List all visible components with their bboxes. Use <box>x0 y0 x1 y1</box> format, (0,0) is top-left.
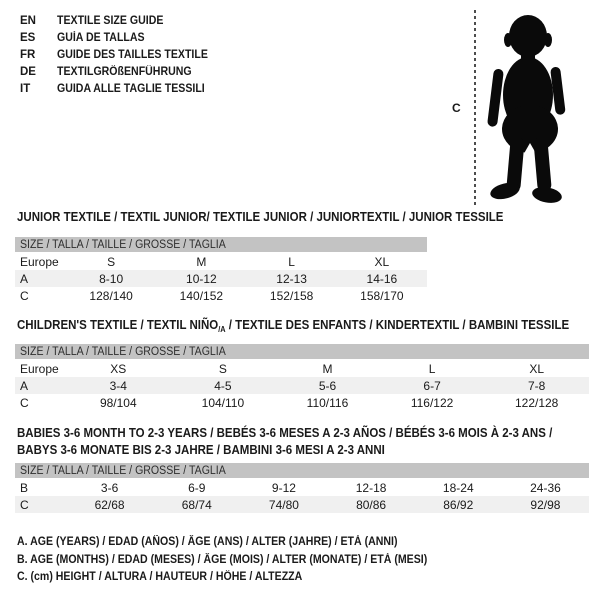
table-cell: 12-18 <box>355 480 387 495</box>
table-cell: 10-12 <box>186 271 217 286</box>
table-cell: 18-24 <box>442 480 474 495</box>
footnote-line: C. (cm) HEIGHT / ALTURA / HAUTEUR / HÖHE / ALTEZZA <box>17 571 303 583</box>
language-code: FR <box>20 48 36 61</box>
language-row <box>20 80 221 97</box>
junior-size-table <box>15 237 427 304</box>
children-heading-part: CHILDREN'S TEXTILE / TEXTIL NIÑO <box>17 318 219 332</box>
table-cell: 8-10 <box>99 271 124 286</box>
table-cell: 80/86 <box>356 497 387 512</box>
size-header-label: SIZE / TALLA / TAILLE / GRÖSSE / TAGLIA <box>20 345 226 358</box>
language-title: GUÍA DE TALLAS <box>57 31 145 44</box>
row-label: C <box>20 497 29 512</box>
babies-heading-line2: BABYS 3-6 MONATE BIS 2-3 JAHRE / BAMBINI 3-6 MESI A 2-3 ANNI <box>17 442 385 457</box>
table-cell: 4-5 <box>214 378 232 393</box>
table-cell: 12-13 <box>276 271 307 286</box>
table-cell: 98/104 <box>99 395 137 410</box>
table-cell: 104/110 <box>201 395 245 410</box>
size-header-label: SIZE / TALLA / TAILLE / GRÖSSE / TAGLIA <box>20 464 226 477</box>
row-label: Europe <box>20 361 59 376</box>
table-row <box>15 270 427 287</box>
table-row <box>15 253 427 270</box>
language-code: ES <box>20 31 36 44</box>
table-row <box>15 496 589 513</box>
table-cell: 62/68 <box>94 497 125 512</box>
table-cell: 9-12 <box>271 480 296 495</box>
table-cell: 92/98 <box>530 497 561 512</box>
language-code: IT <box>20 82 31 95</box>
table-cell: S <box>107 254 116 269</box>
language-row <box>20 63 221 80</box>
language-title: TEXTILGRÖßENFÜHRUNG <box>57 65 192 78</box>
table-cell: 6-7 <box>423 378 441 393</box>
table-cell: 6-9 <box>188 480 206 495</box>
children-section-heading <box>17 317 600 339</box>
table-cell: L <box>288 254 295 269</box>
babies-section-heading <box>17 425 599 458</box>
footnotes <box>17 534 463 587</box>
junior-section-heading: JUNIOR TEXTILE / TEXTIL JUNIOR/ TEXTILE JUNIOR / JUNIORTEXTIL / JUNIOR TESSILE <box>17 210 504 224</box>
table-cell: 3-4 <box>109 378 127 393</box>
language-code: EN <box>20 14 36 27</box>
table-cell: 74/80 <box>268 497 299 512</box>
language-title: TEXTILE SIZE GUIDE <box>57 14 164 27</box>
language-row <box>20 46 221 63</box>
table-cell: 140/152 <box>179 288 224 303</box>
table-cell: XL <box>529 361 545 376</box>
language-code: DE <box>20 65 36 78</box>
row-label: A <box>20 271 29 286</box>
size-header-bar <box>15 463 589 478</box>
toddler-silhouette-icon <box>481 7 573 207</box>
language-row <box>20 12 221 29</box>
table-cell: 86/92 <box>443 497 474 512</box>
language-title: GUIDA ALLE TAGLIE TESSILI <box>57 82 205 95</box>
table-cell: 116/122 <box>410 395 454 410</box>
table-row <box>15 360 589 377</box>
figure-measure-label: C <box>452 101 461 115</box>
table-cell: 68/74 <box>181 497 212 512</box>
table-cell: M <box>322 361 333 376</box>
table-cell: 24-36 <box>530 480 561 495</box>
language-row <box>20 29 221 46</box>
table-cell: 3-6 <box>100 480 119 495</box>
table-row <box>15 377 589 394</box>
table-cell: 110/116 <box>306 395 349 410</box>
table-cell: L <box>428 361 436 376</box>
language-list <box>20 12 221 97</box>
table-cell: 7-8 <box>528 378 546 393</box>
table-cell: S <box>218 361 227 376</box>
table-row <box>15 287 427 304</box>
table-cell: 158/170 <box>360 288 404 303</box>
height-measure-dashed-line <box>474 10 476 207</box>
footnote-line: B. AGE (MONTHS) / EDAD (MESES) / ÂGE (MOIS) / ALTER (MONATE) / ETÀ (MESI) <box>17 553 428 566</box>
table-cell: XL <box>374 254 390 269</box>
table-cell: 128/140 <box>89 288 133 303</box>
children-size-table <box>15 344 589 411</box>
table-row <box>15 394 589 411</box>
babies-size-table <box>15 463 589 513</box>
table-cell: 122/128 <box>514 395 559 410</box>
size-header-label: SIZE / TALLA / TAILLE / GRÖSSE / TAGLIA <box>20 238 226 251</box>
babies-heading-line1: BABIES 3-6 MONTH TO 2-3 YEARS / BEBÉS 3-6 MESES A 2-3 AÑOS / BÉBÉS 3-6 MOIS À 2-3 ANS / <box>17 426 553 440</box>
table-row <box>15 479 589 496</box>
children-heading-subscript: /A <box>218 325 226 334</box>
footnote-line: A. AGE (YEARS) / EDAD (AÑOS) / ÂGE (ANS) / ALTER (JAHRE) / ETÀ (ANNI) <box>17 536 398 548</box>
children-heading-part: / TEXTILE DES ENFANTS / KINDERTEXTIL / BAMBINI TESSILE <box>225 318 570 332</box>
table-cell: M <box>196 254 207 269</box>
table-cell: XS <box>110 361 127 376</box>
table-cell: 5-6 <box>318 378 337 393</box>
row-label: C <box>20 288 29 303</box>
table-cell: 152/158 <box>269 288 314 303</box>
language-title: GUIDE DES TAILLES TEXTILE <box>57 48 208 61</box>
row-label: B <box>20 480 29 495</box>
row-label: C <box>20 395 29 410</box>
row-label: A <box>20 378 29 393</box>
table-cell: 14-16 <box>366 271 398 286</box>
row-label: Europe <box>20 254 59 269</box>
size-header-bar <box>15 344 589 359</box>
size-header-bar <box>15 237 427 252</box>
